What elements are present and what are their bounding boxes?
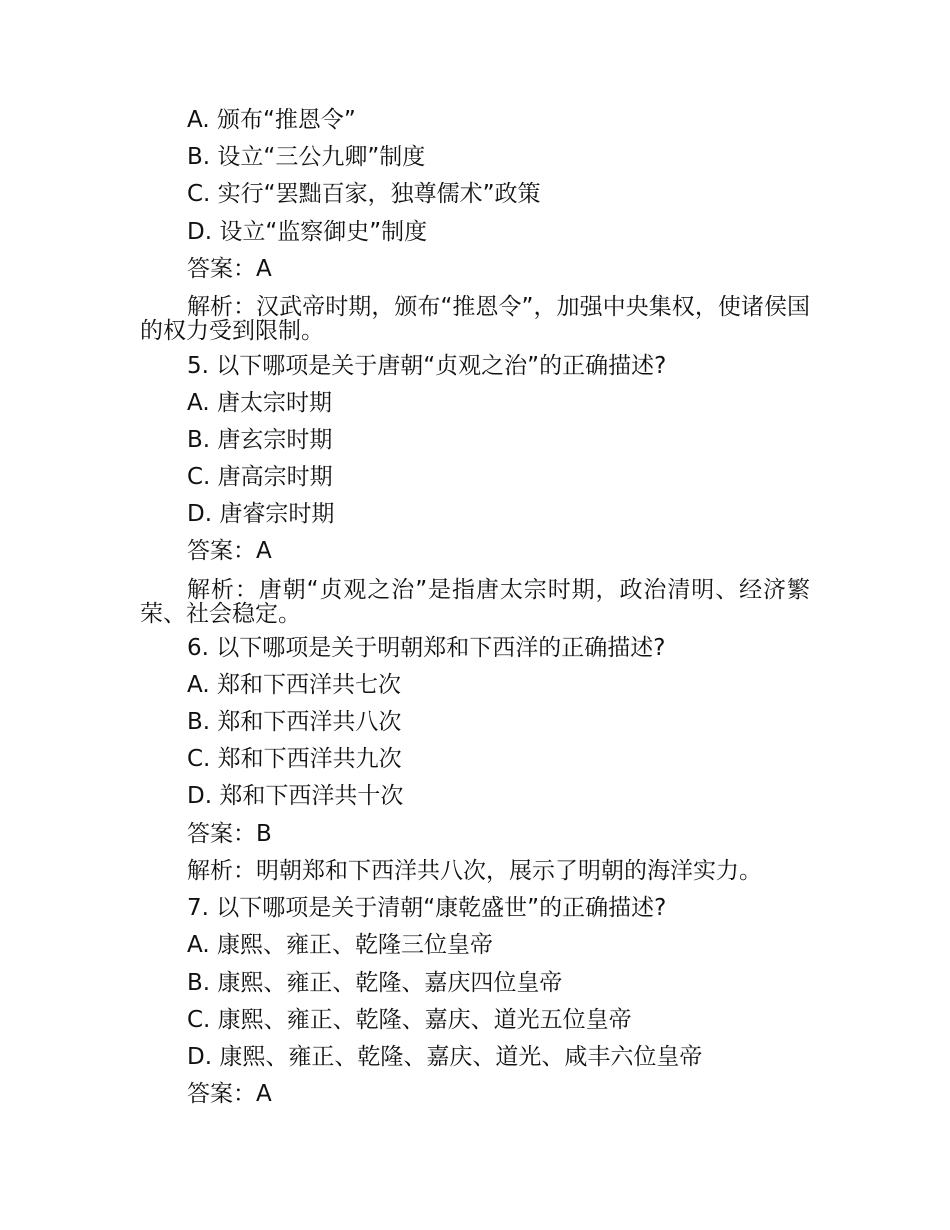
q4-option-d: D. 设立“监察御史”制度 (187, 219, 428, 245)
q4-option-c: C. 实行“罢黜百家，独尊儒术”政策 (187, 181, 541, 207)
q6-option-a: A. 郑和下西洋共七次 (187, 672, 401, 698)
q6-option-d: D. 郑和下西洋共十次 (187, 783, 404, 809)
q5-option-c: C. 唐高宗时期 (187, 464, 333, 490)
q5-question: 5. 以下哪项是关于唐朝“贞观之治”的正确描述? (187, 353, 667, 379)
q4-answer: 答案：A (187, 256, 272, 282)
q4-explanation: 解析：汉武帝时期，颁布“推恩令”，加强中央集权，使诸侯国的权力受到限制。 (140, 294, 810, 344)
q6-answer: 答案：B (187, 821, 272, 847)
q7-answer: 答案：A (187, 1081, 272, 1107)
q6-option-c: C. 郑和下西洋共九次 (187, 746, 402, 772)
q6-question: 6. 以下哪项是关于明朝郑和下西洋的正确描述? (187, 635, 666, 661)
q7-option-b: B. 康熙、雍正、乾隆、嘉庆四位皇帝 (187, 970, 563, 996)
q6-option-b: B. 郑和下西洋共八次 (187, 709, 402, 735)
q5-option-d: D. 唐睿宗时期 (187, 501, 335, 527)
q6-explanation: 解析：明朝郑和下西洋共八次，展示了明朝的海洋实力。 (187, 858, 762, 884)
q7-option-c: C. 康熙、雍正、乾隆、嘉庆、道光五位皇帝 (187, 1007, 632, 1033)
q4-option-b: B. 设立“三公九卿”制度 (187, 144, 426, 170)
q7-option-d: D. 康熙、雍正、乾隆、嘉庆、道光、咸丰六位皇帝 (187, 1044, 703, 1070)
q5-explanation: 解析：唐朝“贞观之治”是指唐太宗时期，政治清明、经济繁荣、社会稳定。 (140, 577, 810, 627)
q7-option-a: A. 康熙、雍正、乾隆三位皇帝 (187, 932, 493, 958)
q5-answer: 答案：A (187, 538, 272, 564)
q4-option-a: A. 颁布“推恩令” (187, 107, 356, 133)
q7-question: 7. 以下哪项是关于清朝“康乾盛世”的正确描述? (187, 895, 667, 921)
q5-option-a: A. 唐太宗时期 (187, 390, 332, 416)
q5-option-b: B. 唐玄宗时期 (187, 427, 333, 453)
